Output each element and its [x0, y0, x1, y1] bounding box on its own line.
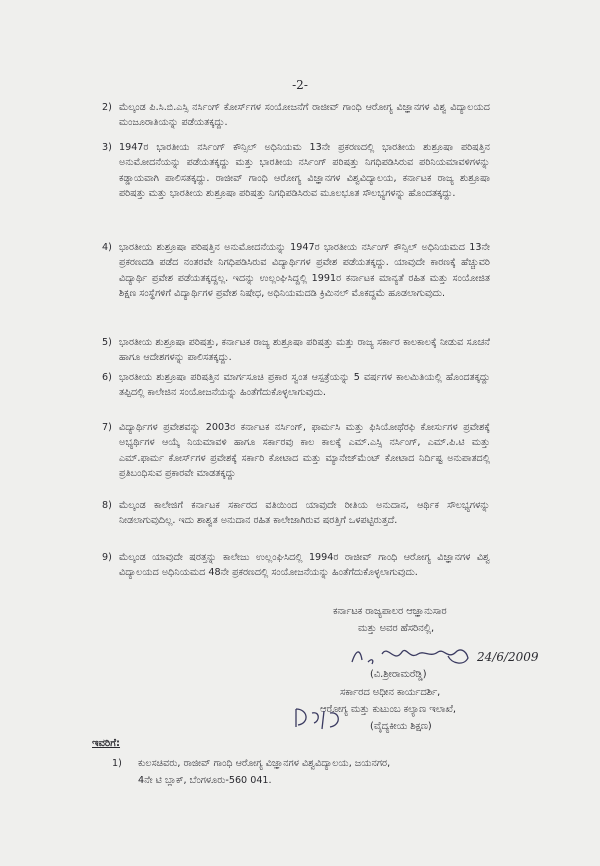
item-number: 4) — [102, 242, 112, 253]
signatory-name: (ವಿ.ಶ್ರೀರಾಮರೆಡ್ಡಿ) — [370, 669, 427, 680]
item-text: ಭಾರತೀಯ ಶುಶ್ರೂಷಾ ಪರಿಷತ್ತು, ಕರ್ನಾಟಕ ರಾಜ್ಯ ಶುಶ್ರೂಷಾ ಪರಿಷತ್ತು ಮತ್ತು ರಾಜ್ಯ ಸರ್ಕಾರ ಕಾಲಕಾಲಕ್ಕೆ ನೀಡುವ ಸೂಚನೆ ಹಾಗೂ ಆದೇಶಗಳನ್ನು ಪಾಲಿಸತಕ್ಕದ್ದು. — [119, 337, 490, 364]
item-number: 5) — [102, 337, 112, 348]
item-text: ಮೆಲ್ಕಂಡ ಯಾವುದೇ ಷರತ್ತನ್ನು ಕಾಲೇಜು ಉಲ್ಲಂಘಿಸಿದಲ್ಲಿ 1994ರ ರಾಜೀವ್ ಗಾಂಧಿ ಆರೋಗ್ಯ ವಿಜ್ಞಾನಗಳ ವಿಶ್ವ ವಿದ್ಯಾಲಯದ ಅಧಿನಿಯಮದ 48ನೇ ಪ್ರಕರಣದಲ್ಲಿ ಸಂಯೋಜನೆಯನ್ನು ಹಿಂತೆಗೆದುಕೊಳ್ಳಲಾಗುವುದು. — [119, 552, 490, 579]
item-text: ಮೆಲ್ಕಂಡ ಪಿ.ಸಿ.ಬಿ.ಎಸ್ಸಿ ನರ್ಸಿಂಗ್ ಕೋರ್ಸ್‌ಗಳ ಸಂಯೋಜನೆಗೆ ರಾಜೀವ್ ಗಾಂಧಿ ಆರೋಗ್ಯ ವಿಜ್ಞಾನಗಳ ವಿಶ್ವ ವಿದ್ಯಾಲಯದ ಮಂಜೂರಾತಿಯನ್ನು ಪಡೆಯತಕ್ಕದ್ದು. — [119, 102, 490, 129]
cc-item — [112, 755, 492, 789]
order-line-2: ಮತ್ತು ಅವರ ಹೆಸರಿನಲ್ಲಿ, — [358, 623, 435, 634]
condition-item — [102, 140, 490, 202]
cc-item-number: 1) — [112, 758, 122, 769]
signature-date: 24/6/2009 — [477, 650, 539, 664]
designation-line-1: ಸರ್ಕಾರದ ಅಧೀನ ಕಾರ್ಯದರ್ಶಿ, — [340, 687, 441, 698]
item-number: 7) — [102, 422, 112, 433]
item-text: ವಿದ್ಯಾರ್ಥಿಗಳ ಪ್ರವೇಶವನ್ನು 2003ರ ಕರ್ನಾಟಕ ನರ್ಸಿಂಗ್, ಫಾರ್ಮಸಿ ಮತ್ತು ಫಿಸಿಯೋಥೆರಫಿ ಕೋರ್ಸುಗಳ ಪ್ರವೇಶಕ್ಕೆ ಅಭ್ಯರ್ಥಿಗಳ ಆಯ್ಕೆ ನಿಯಮಾವಳಿ ಹಾಗೂ ಸರ್ಕಾರವು ಕಾಲ ಕಾಲಕ್ಕೆ ಎಮ್.ಎಸ್ಸಿ ನರ್ಸಿಂಗ್, ಎಮ್.ಪಿ.ಟಿ ಮತ್ತು ಎಮ್.ಫಾರ್ಮ ಕೋರ್ಸ್‌ಗಳ ಪ್ರವೇಶಕ್ಕೆ ಸರ್ಕಾರಿ ಕೋಟಾದ ಮತ್ತು ಮ್ಯಾನೇಜ್‌ಮೆಂಟ್ ಕೋಟಾದ ನಿರ್ದಿಷ್ಟ ಅನುಪಾತದಲ್ಲಿ ಪ್ರತಿಬಂಧಿಸುವ ಪ್ರಕಾರವೇ ಮಾಡತಕ್ಕದ್ದು — [119, 422, 490, 480]
condition-item — [102, 550, 490, 581]
item-number: 2) — [102, 102, 112, 113]
order-line-1: ಕರ್ನಾಟಕ ರಾಜ್ಯಪಾಲರ ಆಜ್ಞಾನುಸಾರ — [333, 606, 447, 617]
condition-item — [102, 240, 490, 302]
condition-item — [102, 420, 490, 482]
item-text: 1947ರ ಭಾರತೀಯ ನರ್ಸಿಂಗ್ ಕೌನ್ಸಿಲ್ ಅಧಿನಿಯಮ 13ನೇ ಪ್ರಕರಣದಲ್ಲಿ ಭಾರತೀಯ ಶುಶ್ರೂಷಾ ಪರಿಷತ್ತಿನ ಅನುಮೋದನೆಯನ್ನು ಪಡೆಯತಕ್ಕದ್ದು ಮತ್ತು ಭಾರತೀಯ ನರ್ಸಿಂಗ್ ಪರಿಷತ್ತು ನಿಗಧಿಪಡಿಸಿರುವ ಪರಿನಿಯಮಾವಳಿಗಳನ್ನು ಕಡ್ಡಾಯವಾಗಿ ಪಾಲಿಸತಕ್ಕದ್ದು. ರಾಜೀವ್ ಗಾಂಧಿ ಆರೋಗ್ಯ ವಿಜ್ಞಾನಗಳ ವಿಶ್ವವಿದ್ಯಾಲಯ, ಕರ್ನಾಟಕ ರಾಜ್ಯ ಶುಶ್ರೂಷಾ ಪರಿಷತ್ತು ಮತ್ತು ಭಾರತೀಯ ಶುಶ್ರೂಷಾ ಪರಿಷತ್ತು ನಿಗಧಿಪಡಿಸಿರುವ ಮೂಲಭೂತ ಸೌಲಭ್ಯಗಳನ್ನು ಹೊಂದತಕ್ಕದ್ದು. — [119, 142, 490, 200]
condition-item — [102, 100, 490, 131]
condition-item — [102, 498, 490, 529]
cc-item-line-2: 4ನೇ ಟಿ ಬ್ಲಾಕ್, ಬೆಂಗಳೂರು-560 041. — [138, 775, 272, 786]
item-text: ಭಾರತೀಯ ಶುಶ್ರೂಷಾ ಪರಿಷತ್ತಿನ ಮಾರ್ಗಸೂಚಿ ಪ್ರಕಾರ ಸ್ವಂತ ಆಸ್ಪತ್ರೆಯನ್ನು 5 ವರ್ಷಗಳ ಕಾಲಮಿತಿಯಲ್ಲಿ ಹೊಂದತಕ್ಕದ್ದು ತಪ್ಪಿದಲ್ಲಿ ಕಾಲೇಜಿನ ಸಂಯೋಜನೆಯನ್ನು ಹಿಂತೆಗೆದುಕೊಳ್ಳಲಾಗುವುದು. — [119, 372, 490, 399]
item-number: 8) — [102, 500, 112, 511]
item-number: 6) — [102, 372, 112, 383]
page-number: -2- — [292, 78, 308, 92]
condition-item — [102, 335, 490, 366]
item-text: ಭಾರತೀಯ ಶುಶ್ರೂಷಾ ಪರಿಷತ್ತಿನ ಅನುಮೋದನೆಯನ್ನು 1947ರ ಭಾರತೀಯ ನರ್ಸಿಂಗ್ ಕೌನ್ಸಿಲ್ ಅಧಿನಿಯಮದ 13ನೇ ಪ್ರಕರಣದಡಿ ಪಡೆದ ನಂತರವೇ ನಿಗಧಿಪಡಿಸಿರುವ ವಿದ್ಯಾರ್ಥಿಗಳ ಪ್ರವೇಶ ಪಡೆಯತಕ್ಕದ್ದು. ಯಾವುದೇ ಕಾರಣಕ್ಕೆ ಹೆಚ್ಚುವರಿ ವಿದ್ಯಾರ್ಥಿ ಪ್ರವೇಶ ಪಡೆಯತಕ್ಕದ್ದಲ್ಲ. ಇದನ್ನು ಉಲ್ಲಂಘಿಸಿದ್ದಲ್ಲಿ 1991ರ ಕರ್ನಾಟಕ ಮಾನ್ಯತೆ ರಹಿತ ಮತ್ತು ಸಂಯೋಜಿತ ಶಿಕ್ಷಣ ಸಂಸ್ಥೆಗಳಿಗೆ ವಿದ್ಯಾರ್ಥಿಗಳ ಪ್ರವೇಶ ನಿಷೇಧ, ಅಧಿನಿಯಮದಡಿ ಕ್ರಿಮಿನಲ್ ಮೊಕದ್ದಮೆ ಹೂಡಲಾಗುವುದು. — [119, 242, 490, 300]
item-number: 9) — [102, 552, 112, 563]
cc-heading: ಇವರಿಗೆ: — [92, 738, 121, 749]
item-text: ಮೆಲ್ಕಂಡ ಕಾಲೇಜಿಗೆ ಕರ್ನಾಟಕ ಸರ್ಕಾರದ ವತಿಯಿಂದ ಯಾವುದೇ ರೀತಿಯ ಅನುದಾನ, ಆರ್ಥಿಕ ಸೌಲಭ್ಯಗಳನ್ನು ನೀಡಲಾಗುವುದಿಲ್ಲ. ಇದು ಶಾಶ್ವತ ಅನುದಾನ ರಹಿತ ಕಾಲೇಜಾಗಿರುವ ಷರತ್ತಿಗೆ ಒಳಪಟ್ಟಿರುತ್ತದೆ. — [119, 500, 490, 527]
item-number: 3) — [102, 142, 112, 153]
initials-scribble — [290, 705, 352, 733]
designation-line-3: (ವೈದ್ಯಕೀಯ ಶಿಕ್ಷಣ) — [370, 721, 432, 732]
condition-item — [102, 370, 490, 401]
designation-line-2: ಆರೋಗ್ಯ ಮತ್ತು ಕುಟುಂಬ ಕಲ್ಯಾಣ ಇಲಾಖೆ, — [320, 704, 457, 715]
cc-item-line-1: ಕುಲಸಚಿವರು, ರಾಜೀವ್ ಗಾಂಧಿ ಆರೋಗ್ಯ ವಿಜ್ಞಾನಗಳ ವಿಶ್ವವಿದ್ಯಾಲಯ, ಜಯನಗರ, — [138, 758, 391, 769]
